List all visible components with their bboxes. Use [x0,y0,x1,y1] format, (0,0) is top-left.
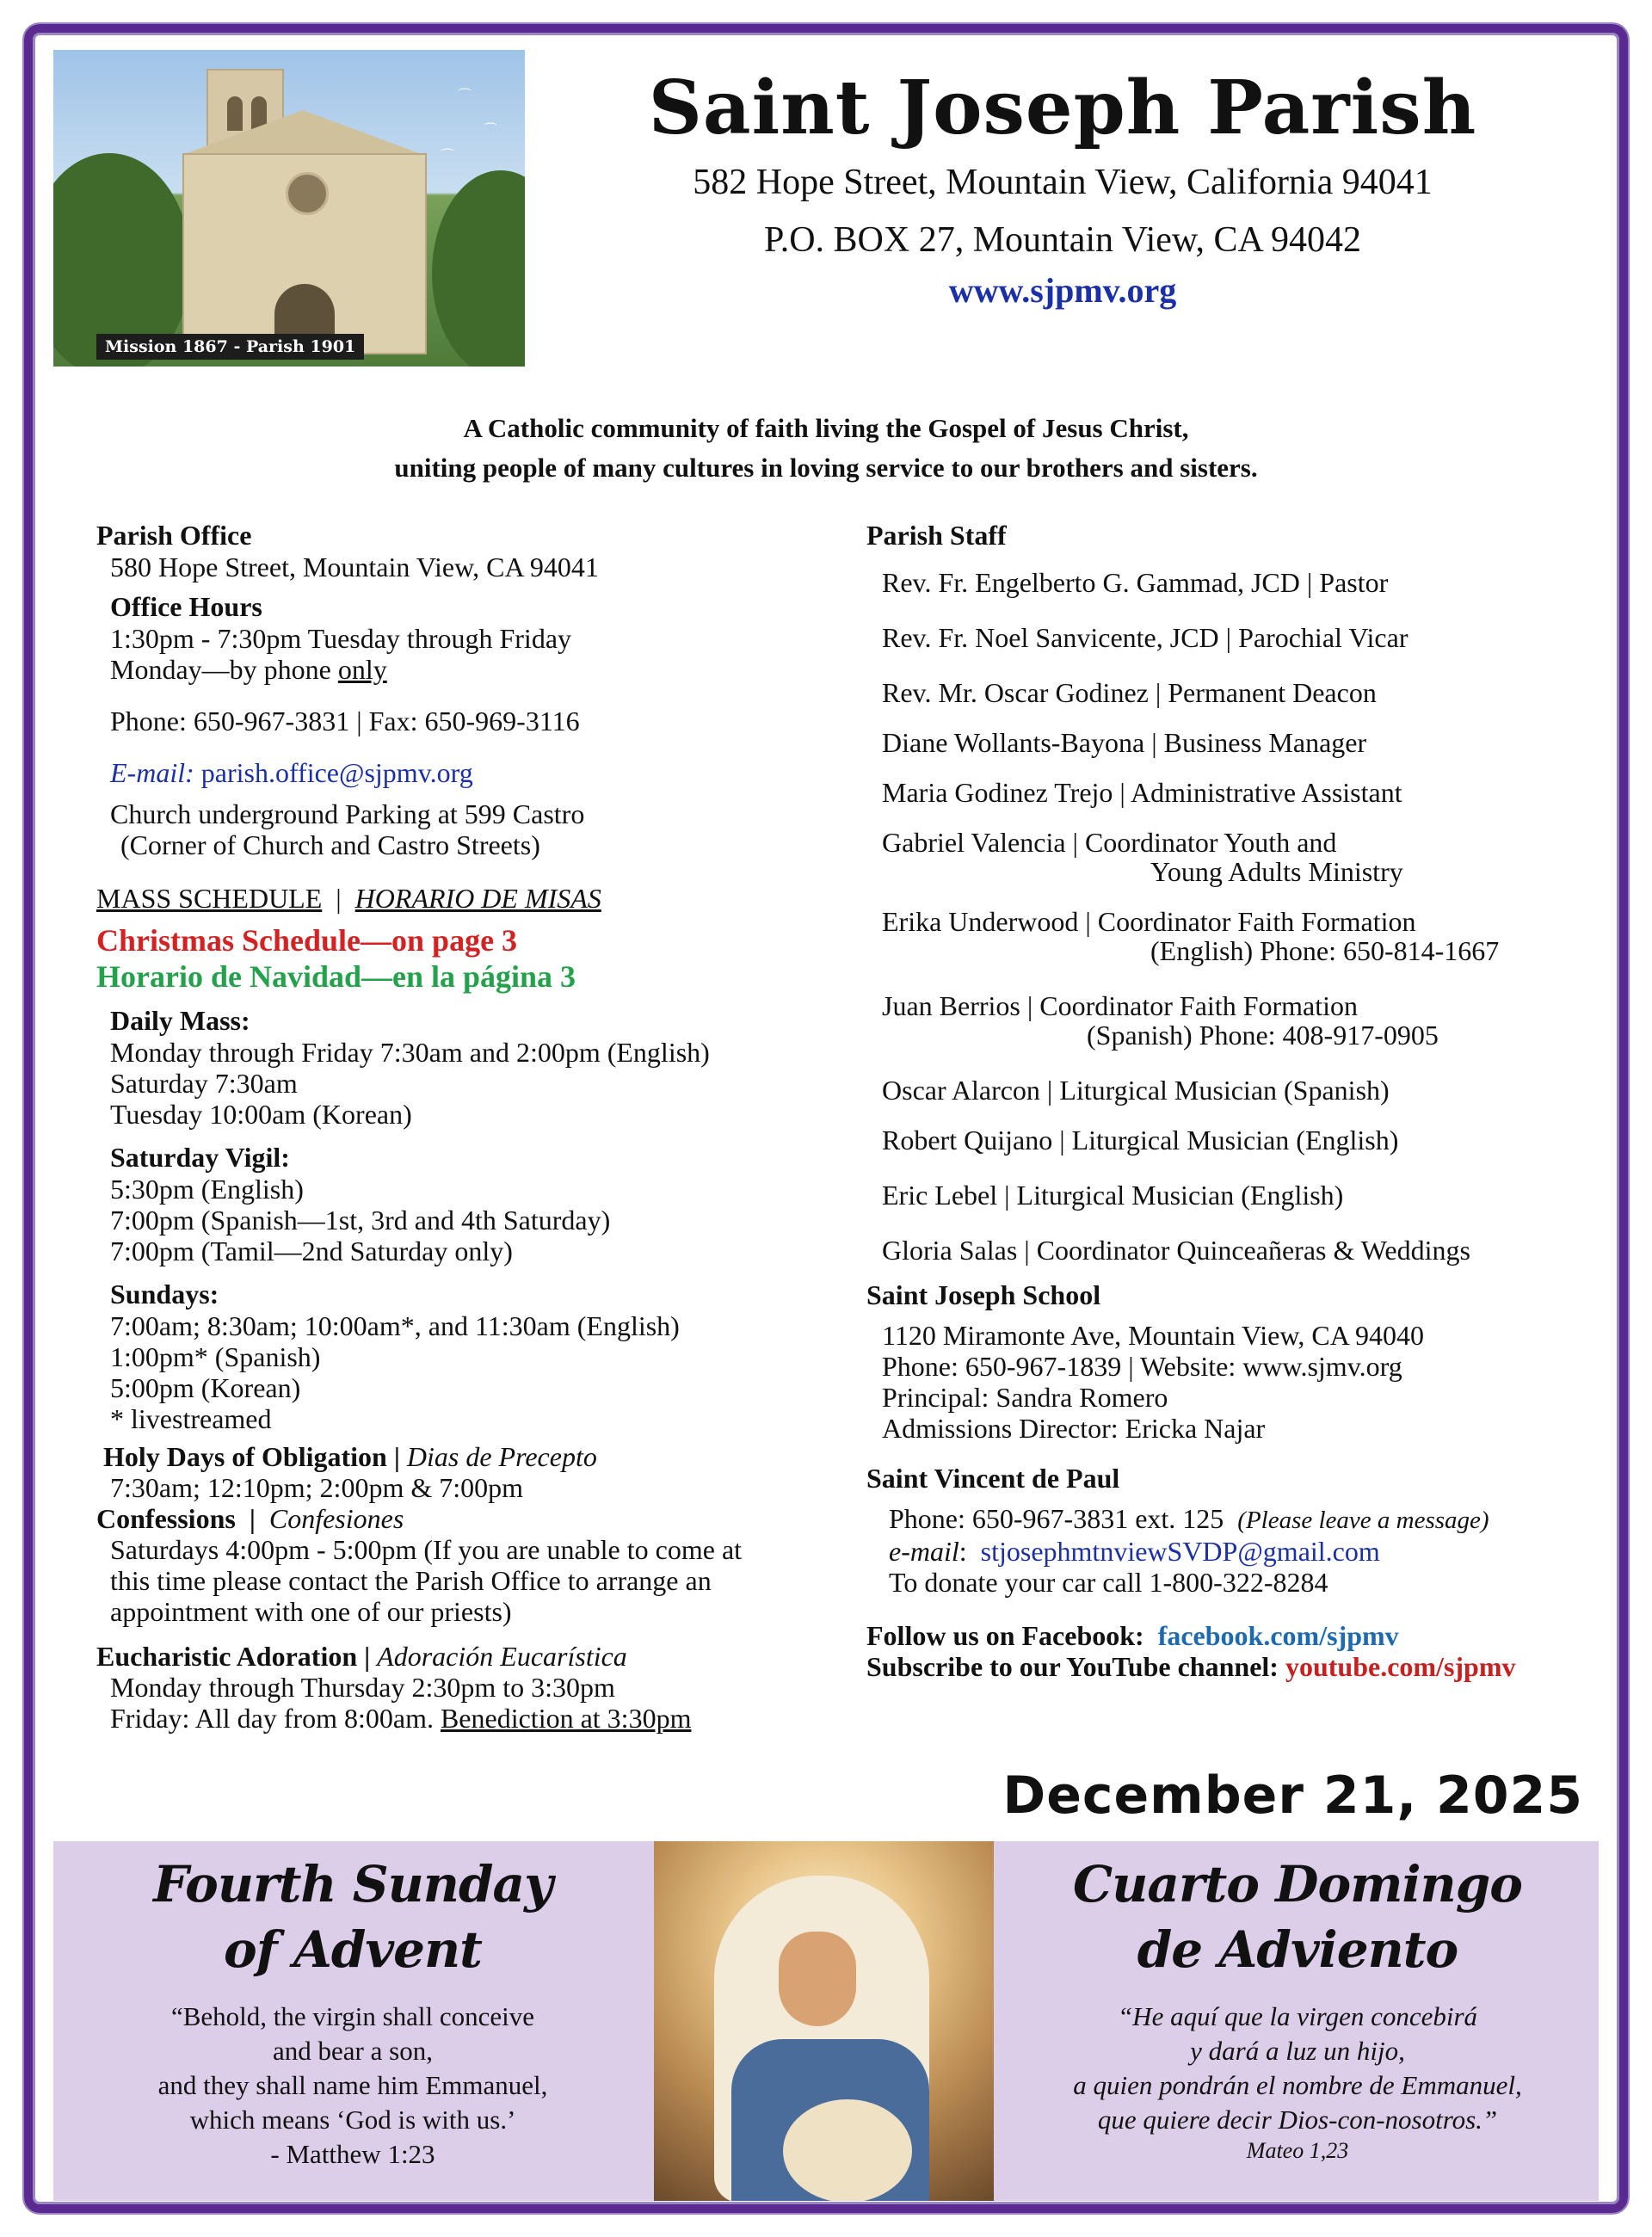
confessions-line: Saturdays 4:00pm - 5:00pm (If you are unable to come at [110,1534,743,1565]
facebook-label: Follow us on Facebook [866,1620,1136,1651]
holy-days-heading: Holy Days of Obligation | Dias de Precepto [103,1441,597,1472]
svdp-car-donation: To donate your car call 1-800-322-8284 [889,1567,1328,1598]
advent-spanish-panel [1014,1852,1581,2165]
svdp-phone-note: (Please leave a message) [1237,1507,1489,1534]
parking-info: Church underground Parking at 599 Castro [110,798,585,829]
office-address: 580 Hope Street, Mountain View, CA 94041 [110,552,599,582]
advent-title-es: Cuarto Domingo [1073,1855,1522,1913]
quote-citation: Mateo 1,23 [1246,2138,1349,2163]
quote-line: que quiere decir Dios-con-nosotros.” [1097,2105,1498,2135]
school-heading: Saint Joseph School [866,1279,1101,1310]
daily-mass-line: Saturday 7:30am [110,1068,298,1099]
page-title: Saint Joseph Parish [648,65,1477,151]
adoration-label: Eucharistic Adoration [96,1641,358,1672]
staff-member [866,567,1606,598]
right-column [866,520,1606,1682]
church-photo [53,50,525,367]
staff-member [866,1125,1606,1155]
staff-name-role: Oscar Alarcon | Liturgical Musician (Spanish) [882,1075,1390,1106]
advent-title-es: de Adviento [1137,1920,1458,1979]
quote-line: a quien pondrán el nombre de Emmanuel, [1073,2070,1522,2100]
pregnant-mary-image [654,1841,994,2201]
scripture-quote-es [1014,2000,1581,2165]
email-label: E-mail: [110,757,194,788]
youtube-row [866,1651,1606,1682]
confessions-line: appointment with one of our priests) [110,1596,512,1627]
quote-line: and they shall name him Emmanuel, [157,2070,548,2100]
staff-list [866,567,1606,1266]
mass-heading-en: MASS SCHEDULE [96,883,323,914]
vigil-line: 7:00pm (Tamil—2nd Saturday only) [110,1236,513,1266]
face [779,1932,856,2026]
quote-line: which means ‘God is with us.’ [189,2105,516,2135]
staff-member [866,777,1606,808]
staff-name-role: Gabriel Valencia | Coordinator Youth and [882,827,1337,858]
staff-member [866,1075,1606,1106]
po-box-address: P.O. BOX 27, Mountain View, CA 94042 [763,220,1362,260]
photo-caption: Mission 1867 - Parish 1901 [96,334,364,360]
holy-days-label-es: Dias de Precepto [406,1441,597,1472]
daily-mass-line: Monday through Friday 7:30am and 2:00pm (English) [110,1037,710,1068]
confessions-line: this time please contact the Parish Office to arrange an [110,1565,712,1596]
office-phone: Phone: 650-967-3831 | Fax: 650-969-3116 [110,706,580,736]
quote-line: “He aquí que la virgen concebirá [1117,2001,1478,2031]
mass-heading-es: HORARIO DE MISAS [354,883,601,914]
quote-line: and bear a son, [273,2036,433,2066]
separator: | [336,883,342,914]
staff-member [866,727,1606,758]
christmas-notice: Christmas Schedule—on page 3 [96,923,518,958]
rose-window [286,172,329,215]
bird-icon: ⌒ [441,149,455,163]
bulletin-date: December 21, 2025 [1002,1766,1583,1826]
quote-citation: - Matthew 1:23 [270,2139,435,2169]
mass-schedule-heading [96,883,845,914]
office-hours-text: Monday—by phone [110,654,338,685]
vigil-line: 5:30pm (English) [110,1174,304,1205]
sunday-line: * livestreamed [110,1403,272,1434]
staff-member [866,906,1606,966]
parish-office-heading: Parish Office [96,520,252,551]
sunday-line: 5:00pm (Korean) [110,1372,301,1403]
parking-info: (Corner of Church and Castro Streets) [120,829,540,860]
staff-role-continued: (English) Phone: 650-814-1667 [1150,935,1500,966]
svdp-phone-row [866,1503,1606,1536]
school-line: Admissions Director: Ericka Najar [882,1413,1266,1444]
holy-days-times: 7:30am; 12:10pm; 2:00pm & 7:00pm [110,1472,523,1503]
youtube-label: Subscribe to our YouTube channel: [866,1651,1279,1682]
sundays-heading: Sundays: [110,1279,219,1310]
navidad-notice: Horario de Navidad—en la página 3 [96,959,576,994]
school-line: Principal: Sandra Romero [882,1382,1168,1413]
staff-name-role: Diane Wollants-Bayona | Business Manager [882,727,1367,758]
school-line: Phone: 650-967-1839 | Website: www.sjmv.org [882,1351,1402,1382]
daily-mass-line: Tuesday 10:00am (Korean) [110,1099,412,1130]
office-hours-line [96,654,845,685]
svdp-heading: Saint Vincent de Paul [866,1463,1120,1494]
advent-title-en: Fourth Sunday [153,1855,552,1913]
svdp-phone: Phone: 650-967-3831 ext. 125 [889,1503,1224,1534]
svdp-email-link[interactable]: stjosephmtnviewSVDP@gmail.com [980,1536,1380,1567]
staff-name-role: Rev. Mr. Oscar Godinez | Permanent Deacon [882,677,1377,708]
staff-member [866,990,1606,1051]
office-email-link[interactable]: parish.office@sjpmv.org [200,757,473,788]
staff-member [866,677,1606,708]
scripture-quote-en [69,2000,637,2172]
adoration-line [96,1703,845,1734]
tree [432,170,525,367]
facebook-row: Follow us on Facebook: facebook.com/sjpmv [866,1620,1399,1651]
advent-title-en: of Advent [224,1920,482,1979]
adoration-line: Monday through Thursday 2:30pm to 3:30pm [110,1672,615,1703]
svdp-email-row: e-mail: stjosephmtnviewSVDP@gmail.com [889,1536,1380,1567]
quote-line: “Behold, the virgin shall conceive [170,2001,535,2031]
sunday-line: 7:00am; 8:30am; 10:00am*, and 11:30am (English) [110,1310,680,1341]
school-line: 1120 Miramonte Ave, Mountain View, CA 94040 [882,1320,1425,1351]
staff-name-role: Maria Godinez Trejo | Administrative Assistant [882,777,1402,808]
adoration-label-es: Adoración Eucarística [377,1641,627,1672]
parish-staff-heading: Parish Staff [866,520,1007,551]
church-facade [182,153,427,354]
staff-name-role: Eric Lebel | Liturgical Musician (English) [882,1180,1344,1211]
staff-member [866,827,1606,887]
mission-line: A Catholic community of faith living the Gospel of Jesus Christ, [463,413,1189,443]
holy-days-label: Holy Days of Obligation [103,1441,387,1472]
staff-name-role: Robert Quijano | Liturgical Musician (English) [882,1125,1399,1155]
mission-line: uniting people of many cultures in loving service to our brothers and sisters. [394,453,1258,483]
advent-english-panel [69,1852,637,2172]
confessions-label: Confessions [96,1503,236,1534]
website-link[interactable]: www.sjpmv.org [948,271,1177,310]
confessions-label-es: Confesiones [268,1503,404,1534]
staff-member [866,1180,1606,1211]
staff-name-role: Rev. Fr. Engelberto G. Gammad, JCD | Pastor [882,567,1389,598]
adoration-heading: Eucharistic Adoration | Adoración Eucarística [96,1641,627,1672]
benediction-text: Benediction at 3:30pm [440,1703,692,1734]
office-hours-line: 1:30pm - 7:30pm Tuesday through Friday [110,623,572,654]
staff-member [866,1235,1606,1266]
staff-member [866,622,1606,653]
staff-role-continued: (Spanish) Phone: 408-917-0905 [1087,1020,1439,1051]
svdp-email-label: e-mail [889,1536,959,1567]
office-email-row [96,757,845,788]
office-hours-emphasis: only [337,654,387,685]
confessions-heading: Confessions | Confesiones [96,1503,404,1534]
staff-name-role: Erika Underwood | Coordinator Faith Formation [882,906,1416,937]
youtube-link[interactable]: youtube.com/sjpmv [1285,1651,1516,1682]
staff-role-continued: Young Adults Ministry [1150,856,1403,887]
church-roof [182,110,423,155]
vigil-heading: Saturday Vigil: [110,1142,290,1173]
mission-statement [103,409,1549,488]
adoration-text: Friday: All day from 8:00am. [110,1703,441,1734]
bird-icon: ⌒ [458,89,472,103]
staff-name-role: Rev. Fr. Noel Sanvicente, JCD | Parochial Vicar [882,622,1409,653]
vigil-line: 7:00pm (Spanish—1st, 3rd and 4th Saturday) [110,1205,611,1236]
facebook-link[interactable]: facebook.com/sjpmv [1157,1620,1399,1651]
sunday-line: 1:00pm* (Spanish) [110,1341,321,1372]
street-address: 582 Hope Street, Mountain View, California 94041 [693,163,1433,202]
quote-line: y dará a luz un hijo, [1190,2036,1405,2066]
bird-icon: ⌒ [484,123,498,138]
left-column [96,520,845,1734]
daily-mass-heading: Daily Mass: [110,1005,250,1036]
staff-name-role: Gloria Salas | Coordinator Quinceañeras & Weddings [882,1235,1470,1266]
belly [783,2099,912,2201]
office-hours-heading: Office Hours [110,591,262,622]
staff-name-role: Juan Berrios | Coordinator Faith Formation [882,990,1359,1021]
